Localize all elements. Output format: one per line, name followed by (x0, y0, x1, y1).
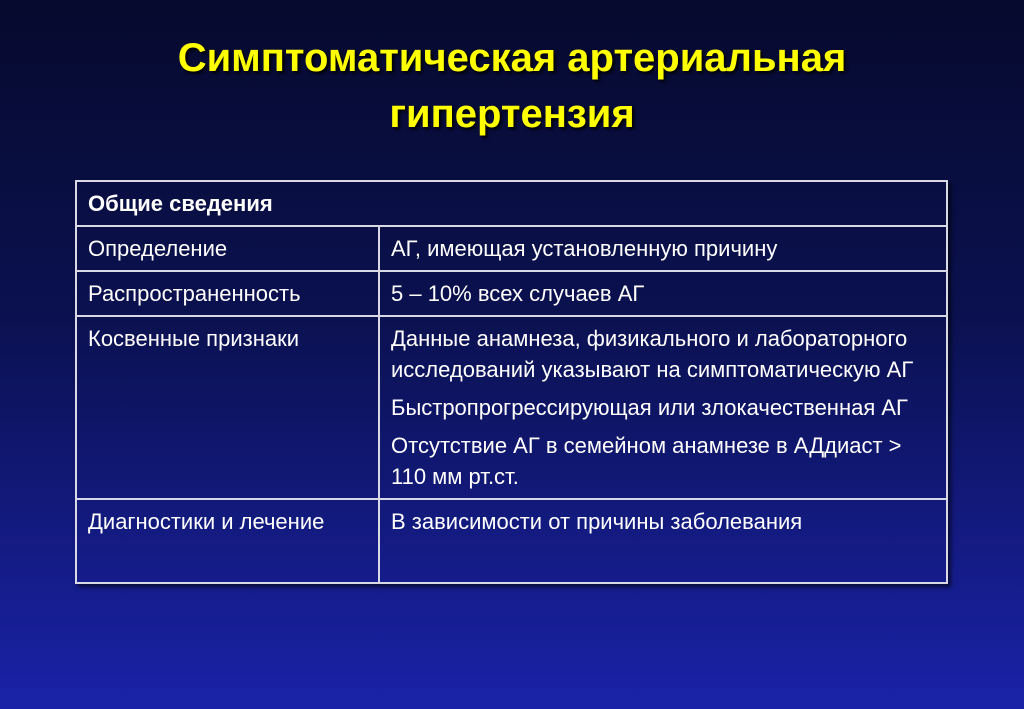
table-row-diagnostics (76, 499, 947, 583)
row-value-text: Отсутствие АГ в семейном анамнезе в АДдиаст > 110 мм рт.ст. (391, 433, 902, 489)
row-value-text: Данные анамнеза, физикального и лабораторного исследований указывают на симптоматическую АГ (391, 326, 914, 382)
row-value-text: В зависимости от причины заболевания (391, 509, 803, 534)
table-row-prevalence (76, 271, 947, 316)
row-value-text: Быстропрогрессирующая или злокачественная АГ (391, 395, 908, 420)
table-header-row (76, 181, 947, 226)
row-value (379, 271, 947, 316)
table-row-indirect-signs (76, 316, 947, 499)
row-value-text: 5 – 10% всех случаев АГ (391, 281, 645, 306)
slide-title-line-1: Симптоматическая артериальная (177, 36, 847, 80)
row-value (379, 499, 947, 583)
row-label: Косвенные признаки (76, 316, 379, 499)
slide-title (0, 30, 1024, 142)
table-header: Общие сведения (76, 181, 947, 226)
row-label: Диагностики и лечение (76, 499, 379, 583)
row-value (379, 316, 947, 499)
row-value (379, 226, 947, 271)
slide-title-line-2: гипертензия (389, 92, 635, 136)
row-label: Определение (76, 226, 379, 271)
table-row-definition (76, 226, 947, 271)
row-value-text: АГ, имеющая установленную причину (391, 236, 778, 261)
row-label: Распространенность (76, 271, 379, 316)
info-table (75, 180, 948, 584)
